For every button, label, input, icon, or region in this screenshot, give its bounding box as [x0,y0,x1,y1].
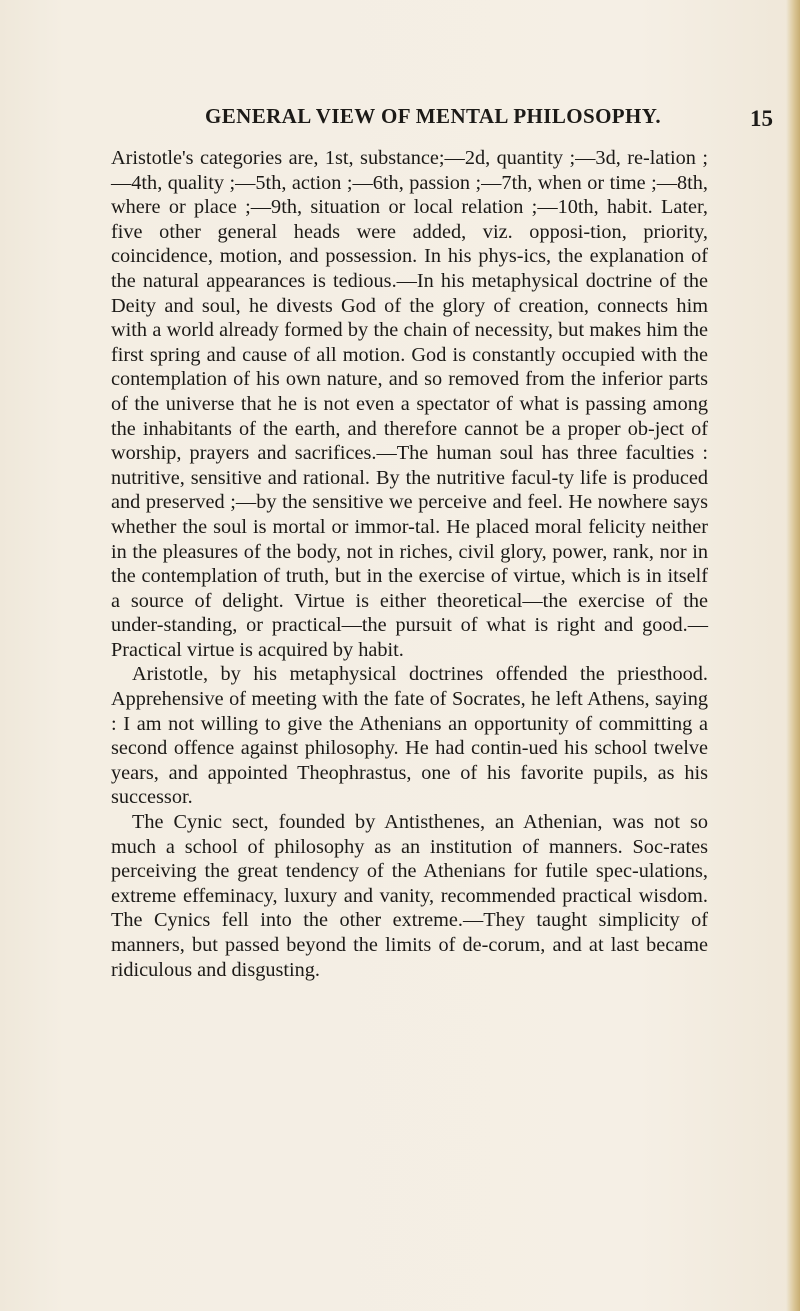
paragraph-cynic-sect: The Cynic sect, founded by Antisthenes, an Athenian, was not so much a school of philosophy as an institution of manners. Soc-rates perceiving the great tendency of the Athenians for futile spec-ulations, extreme effeminacy, luxury and vanity, recommended practical wisdom. The Cynics fell into the other extreme.—They taught simplicity of manners, but passed beyond the limits of de-corum, and at last became ridiculous and disgusting. [111,811,708,981]
page-number: 15 [750,106,773,131]
paragraph-categories: Aristotle's categories are, 1st, substance;—2d, quantity ;—3d, re-lation ;—4th, quality ;—5th, action ;—6th, passion ;—7th, when or time ;—8th, where or place ;—9th, situation or local relation ;—10th, habit. Later, five other general heads were added, viz. opposi-tion, priority, coincidence, motion, and possession. In his phys-ics, the explanation of the natural appearances is tedious.—In his metaphysical doctrine of the Deity and soul, he divests God of the glory of creation, connects him with a world already formed by the chain of necessity, but makes him the first spring and cause of all motion. God is constantly occupied with the contemplation of his own nature, and so removed from the inferior parts of the universe that he is not even a spectator of what is passing among the inhabitants of the earth, and therefore cannot be a proper ob-ject of worship, prayers and sacrifices.—The human soul has three faculties : nutritive, sensitive and rational. By the nutritive facul-ty life is produced and preserved ;—by the sensitive we perceive and feel. He nowhere says whether the soul is mortal or immor-tal. He placed moral felicity neither in the pleasures of the body, not in riches, civil glory, power, rank, nor in the contemplation of truth, but in the exercise of virtue, which is in itself a source of delight. Virtue is either theoretical—the exercise of the under-standing, or practical—the pursuit of what is right and good.—Practical virtue is acquired by habit. [111,147,708,661]
page-header [205,104,775,134]
page-edge [786,0,800,1311]
running-title: GENERAL VIEW OF MENTAL PHILOSOPHY. [205,104,662,128]
body-text [111,146,708,982]
paragraph-aristotle-athens: Aristotle, by his metaphysical doctrines offended the priesthood. Apprehensive of meeting with the fate of Socrates, he left Athens, saying : I am not willing to give the Athenians an opportunity of committing a second offence against philosophy. He had contin-ued his school twelve years, and appointed Theophrastus, one of his favorite pupils, as his successor. [111,663,708,809]
